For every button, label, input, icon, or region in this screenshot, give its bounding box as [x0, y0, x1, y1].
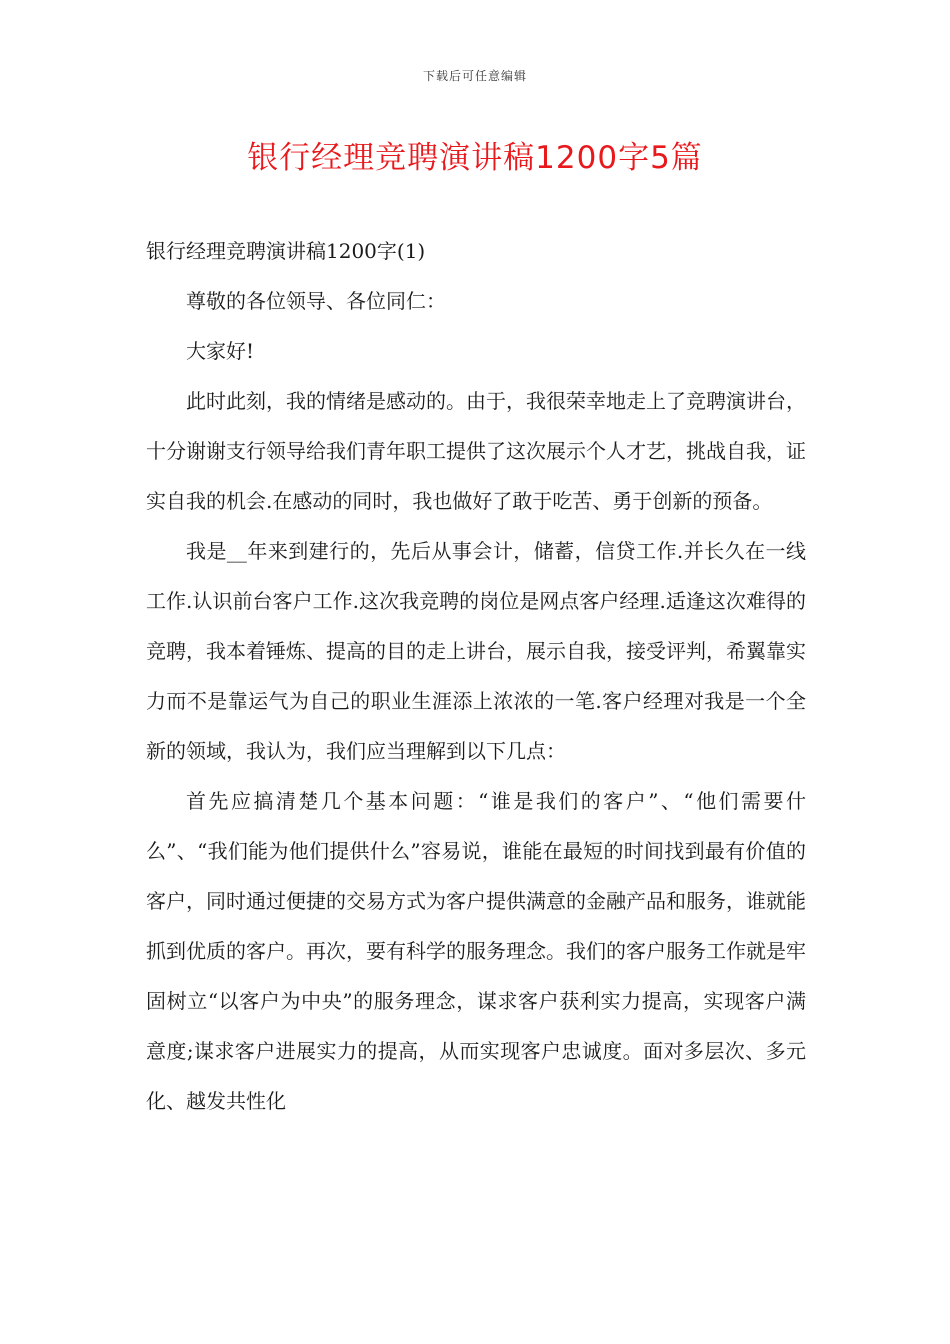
- paragraph-greeting: 大家好!: [186, 339, 255, 363]
- paragraph-body: 此时此刻，我的情绪是感动的。由于，我很荣幸地走上了竞聘演讲台，十分谢谢支行领导给我们青年职工提供了这次展示个人才艺，挑战自我，证实自我的机会.在感动的同时，我也做好了敢于吃苦、勇于创新的预备。: [146, 389, 806, 513]
- paragraph-body: 我是__年来到建行的，先后从事会计，储蓄，信贷工作.并长久在一线工作.认识前台客户工作.这次我竞聘的岗位是网点客户经理.适逢这次难得的竞聘，我本着锤炼、提高的目的走上讲台，展示自我，接受评判，希翼靠实力而不是靠运气为自己的职业生涯添上浓浓的一笔.客户经理对我是一个全新的领域，我认为，我们应当理解到以下几点：: [146, 539, 806, 763]
- header-note: 下载后可任意编辑: [422, 69, 527, 83]
- paragraph-body: 首先应搞清楚几个基本问题：“谁是我们的客户”、“他们需要什么”、“我们能为他们提供什么”容易说，谁能在最短的时间找到最有价值的客户，同时通过便捷的交易方式为客户提供满意的金融产品和服务，谁就能抓到优质的客户。再次，要有科学的服务理念。我们的客户服务工作就是牢固树立“以客户为中央”的服务理念，谋求客户获利实力提高，实现客户满意度;谋求客户进展实力的提高，从而实现客户忠诚度。面对多层次、多元化、越发共性化: [146, 789, 806, 1113]
- paragraph-greeting-formal: 尊敬的各位领导、各位同仁：: [186, 289, 446, 313]
- document-title: 银行经理竞聘演讲稿1200字5篇: [247, 140, 703, 176]
- document-body: [146, 226, 806, 1126]
- section-heading: 银行经理竞聘演讲稿1200字(1): [146, 239, 426, 263]
